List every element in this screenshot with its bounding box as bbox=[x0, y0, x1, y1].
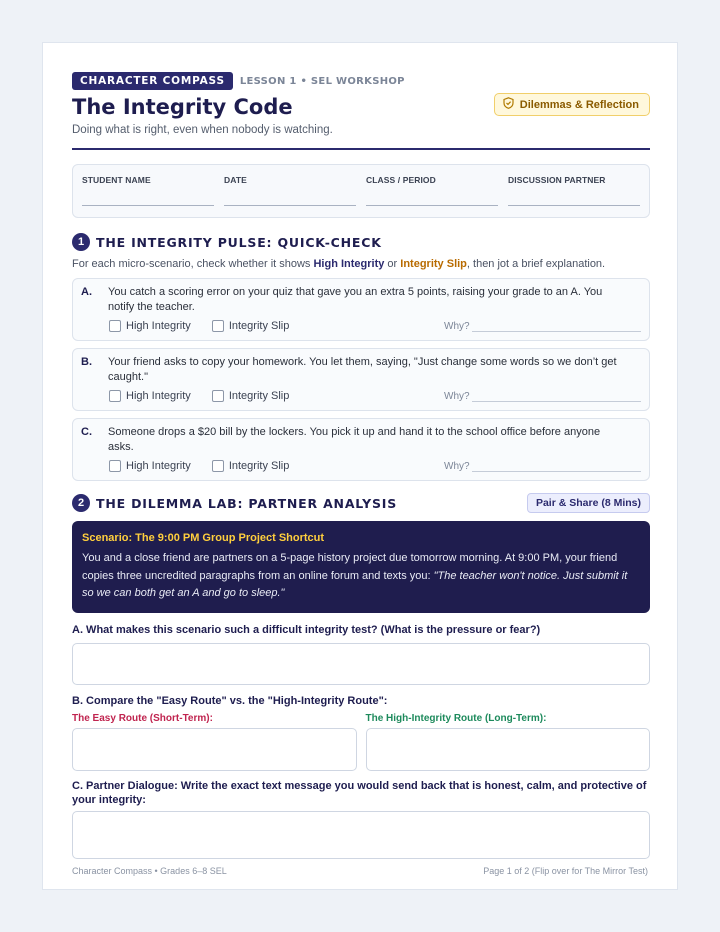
option-label: High Integrity bbox=[126, 320, 191, 332]
checkbox[interactable] bbox=[109, 460, 121, 472]
question-c bbox=[72, 779, 650, 859]
option-label: High Integrity bbox=[126, 460, 191, 472]
high-integrity-route-label: The High-Integrity Route (Long-Term): bbox=[365, 713, 547, 724]
intro-high-integrity: High Integrity bbox=[313, 258, 385, 270]
scenario-text bbox=[82, 550, 640, 603]
worksheet-page bbox=[42, 42, 678, 890]
why-label: Why? bbox=[444, 320, 470, 332]
question-c-label: C. Partner Dialogue: Write the exact text message you would send back that is honest, calm, and protective of your integrity: bbox=[72, 780, 647, 806]
section-1-heading bbox=[72, 232, 650, 252]
class-period-label: CLASS / PERIOD bbox=[366, 175, 436, 185]
option-label: Integrity Slip bbox=[228, 320, 290, 332]
integrity-slip-option[interactable] bbox=[212, 390, 290, 402]
route-comparison bbox=[72, 713, 650, 771]
why-line[interactable] bbox=[472, 392, 641, 402]
why-label: Why? bbox=[444, 390, 470, 402]
class-period-line[interactable] bbox=[366, 205, 498, 206]
question-text: Someone drops a $20 bill by the lockers. You pick it up and hand it to the school office before anyone asks. bbox=[108, 426, 601, 453]
header-kicker-row bbox=[72, 72, 650, 90]
footer-page-number: Page 1 of 2 (Flip over for The Mirror Test) bbox=[483, 866, 648, 876]
page-subtitle: Doing what is right, even when nobody is watching. bbox=[72, 124, 333, 136]
why-label: Why? bbox=[444, 460, 470, 472]
question-c-answer-box[interactable] bbox=[72, 811, 650, 859]
question-a-label: A. What makes this scenario such a difficult integrity test? (What is the pressure or fear?) bbox=[72, 624, 541, 636]
section-2-number: 2 bbox=[72, 494, 90, 512]
question-text: You catch a scoring error on your quiz that gave you an extra 5 points, raising your grade to an A. You notify the teacher. bbox=[108, 286, 603, 313]
scenario-body: You and a close friend are partners on a 5-page history project due tomorrow morning. At 9:00 PM, your friend copies three uncredited paragraphs from an online forum and texts you: bbox=[82, 552, 618, 582]
page-footer bbox=[72, 866, 648, 876]
why-field[interactable] bbox=[444, 321, 641, 332]
easy-route-answer-box[interactable] bbox=[72, 728, 357, 771]
high-integrity-route-column bbox=[366, 713, 651, 771]
why-field[interactable] bbox=[444, 391, 641, 402]
option-label: Integrity Slip bbox=[228, 460, 290, 472]
high-integrity-route-answer-box[interactable] bbox=[366, 728, 651, 771]
why-field[interactable] bbox=[444, 461, 641, 472]
student-name-line[interactable] bbox=[82, 205, 214, 206]
checkbox[interactable] bbox=[212, 460, 224, 472]
question-options bbox=[109, 319, 641, 333]
lesson-label: LESSON 1 • SEL WORKSHOP bbox=[239, 75, 405, 87]
question-b-label: B. Compare the "Easy Route" vs. the "High-Integrity Route": bbox=[72, 695, 388, 707]
high-integrity-option[interactable] bbox=[109, 390, 191, 402]
why-line[interactable] bbox=[472, 322, 641, 332]
scenario-box bbox=[72, 521, 650, 613]
intro-text-before: For each micro-scenario, check whether it shows bbox=[72, 258, 314, 270]
checkbox[interactable] bbox=[109, 320, 121, 332]
section-2-heading bbox=[72, 493, 650, 513]
integrity-slip-option[interactable] bbox=[212, 460, 290, 472]
footer-left: Character Compass • Grades 6–8 SEL bbox=[72, 866, 227, 876]
page-title: The Integrity Code bbox=[72, 95, 293, 119]
section-1-instructions bbox=[72, 258, 650, 270]
integrity-slip-option[interactable] bbox=[212, 320, 290, 332]
intro-text-after: , then jot a brief explanation. bbox=[466, 258, 606, 270]
high-integrity-option[interactable] bbox=[109, 460, 191, 472]
discussion-partner-line[interactable] bbox=[508, 205, 640, 206]
class-period-field[interactable] bbox=[366, 165, 498, 217]
discussion-partner-label: DISCUSSION PARTNER bbox=[508, 175, 606, 185]
worksheet-content bbox=[72, 72, 650, 859]
question-a-answer-box[interactable] bbox=[72, 643, 650, 685]
question-text: Your friend asks to copy your homework. You let them, saying, "Just change some words so we don’t get caught." bbox=[108, 356, 617, 383]
question-letter: B. bbox=[81, 356, 92, 368]
student-name-label: STUDENT NAME bbox=[82, 175, 151, 185]
section-1-number: 1 bbox=[72, 233, 90, 251]
student-name-field[interactable] bbox=[82, 165, 214, 217]
date-label: DATE bbox=[224, 175, 247, 185]
header-divider bbox=[72, 148, 650, 150]
section-1-title: THE INTEGRITY PULSE: QUICK-CHECK bbox=[96, 234, 382, 250]
topic-badge bbox=[494, 93, 650, 116]
question-options bbox=[109, 389, 641, 403]
title-row bbox=[72, 92, 650, 122]
easy-route-label: The Easy Route (Short-Term): bbox=[72, 713, 213, 724]
question-letter: A. bbox=[81, 286, 92, 298]
date-line[interactable] bbox=[224, 205, 356, 206]
brand-pill: CHARACTER COMPASS bbox=[72, 72, 233, 90]
quick-check-card-a bbox=[72, 278, 650, 341]
student-info-box bbox=[72, 164, 650, 218]
high-integrity-option[interactable] bbox=[109, 320, 191, 332]
question-letter: C. bbox=[81, 426, 92, 438]
question-b bbox=[72, 694, 650, 771]
option-label: Integrity Slip bbox=[228, 390, 290, 402]
easy-route-column bbox=[72, 713, 357, 771]
date-field[interactable] bbox=[224, 165, 356, 217]
discussion-partner-field[interactable] bbox=[508, 165, 640, 217]
section-2-title: THE DILEMMA LAB: PARTNER ANALYSIS bbox=[96, 495, 398, 511]
scenario-quote: "The teacher won't notice. Just submit it so we can both get an A and go to sleep." bbox=[82, 569, 628, 599]
quick-check-card-c bbox=[72, 418, 650, 481]
option-label: High Integrity bbox=[126, 390, 191, 402]
question-options bbox=[109, 459, 641, 473]
pair-share-badge: Pair & Share (8 Mins) bbox=[527, 493, 650, 513]
checkbox[interactable] bbox=[212, 390, 224, 402]
shield-check-icon bbox=[503, 97, 514, 112]
scenario-title: Scenario: The 9:00 PM Group Project Shortcut bbox=[82, 532, 325, 544]
checkbox[interactable] bbox=[212, 320, 224, 332]
topic-badge-label: Dilemmas & Reflection bbox=[519, 98, 639, 111]
checkbox[interactable] bbox=[109, 390, 121, 402]
why-line[interactable] bbox=[472, 462, 641, 472]
question-a bbox=[72, 623, 650, 685]
intro-text-or: or bbox=[384, 258, 401, 270]
quick-check-card-b bbox=[72, 348, 650, 411]
intro-integrity-slip: Integrity Slip bbox=[400, 258, 467, 270]
